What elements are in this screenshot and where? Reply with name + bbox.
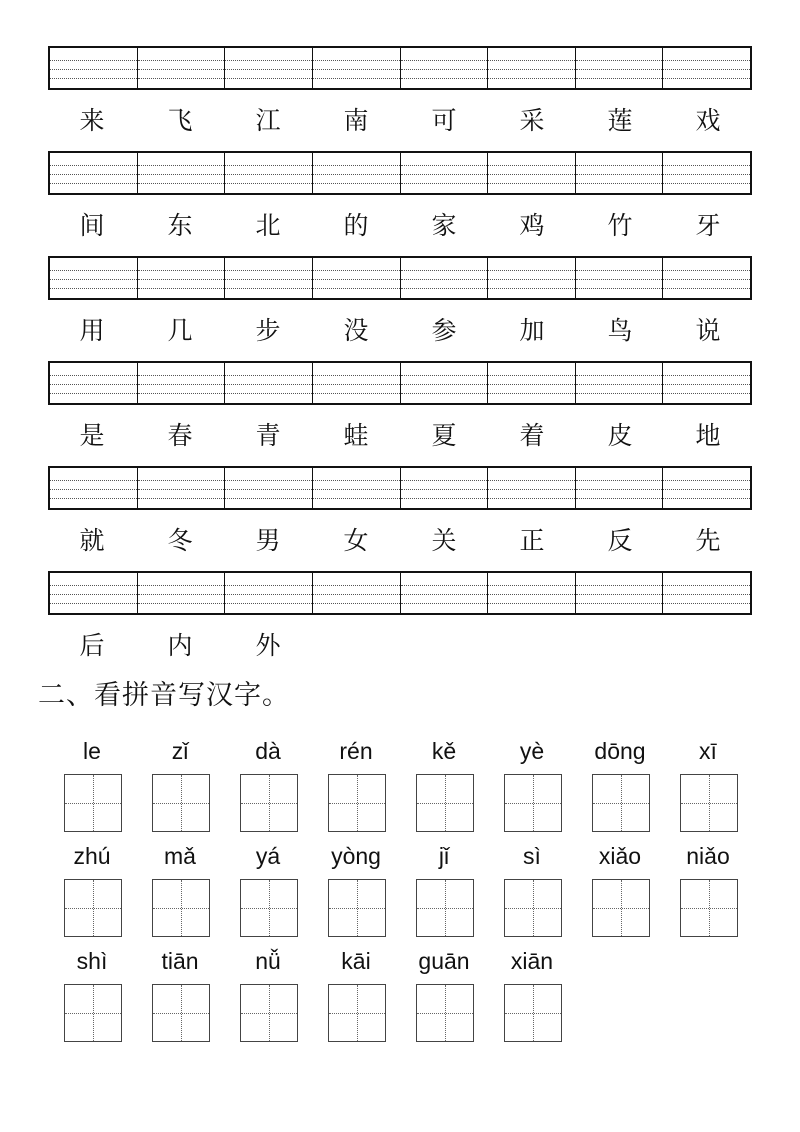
pinyin-writing-cell[interactable] [225, 363, 313, 403]
character-line [48, 629, 752, 663]
hanzi-character: 牙 [695, 211, 721, 240]
hanzi-character: 女 [343, 526, 369, 555]
pinyin-item [400, 839, 488, 944]
pinyin-item [488, 734, 576, 839]
tianzige-box[interactable] [152, 774, 210, 832]
tianzige-box[interactable] [328, 984, 386, 1042]
pinyin-writing-cell[interactable] [401, 573, 489, 613]
pinyin-item [224, 839, 312, 944]
hanzi-character: 飞 [167, 106, 193, 135]
pinyin-writing-grid [48, 466, 752, 510]
pinyin-writing-cell[interactable] [488, 258, 576, 298]
pinyin-item [136, 944, 224, 1049]
hanzi-character: 参 [431, 316, 457, 345]
section-2-title: 二、看拼音写汉字。 [38, 680, 290, 711]
tianzige-box[interactable] [592, 879, 650, 937]
pinyin-writing-cell[interactable] [313, 468, 401, 508]
hanzi-character: 步 [255, 316, 281, 345]
pinyin-writing-cell[interactable] [401, 363, 489, 403]
pinyin-item [400, 734, 488, 839]
practice-row [48, 46, 752, 151]
pinyin-item [224, 944, 312, 1049]
hanzi-character: 青 [255, 421, 281, 450]
pinyin-writing-cell[interactable] [138, 153, 226, 193]
pinyin-writing-cell[interactable] [576, 468, 664, 508]
tianzige-box[interactable] [152, 984, 210, 1042]
hanzi-character: 北 [255, 211, 281, 240]
pinyin-item [48, 839, 136, 944]
pinyin-item [576, 839, 664, 944]
tianzige-box[interactable] [64, 774, 122, 832]
hanzi-character: 采 [519, 106, 545, 135]
hanzi-character: 没 [343, 316, 369, 345]
pinyin-item [312, 944, 400, 1049]
tianzige-box[interactable] [328, 774, 386, 832]
pinyin-writing-cell[interactable] [401, 468, 489, 508]
tianzige-box[interactable] [240, 879, 298, 937]
hanzi-character: 鸟 [607, 316, 633, 345]
pinyin-writing-cell[interactable] [488, 363, 576, 403]
tianzige-box[interactable] [680, 879, 738, 937]
hanzi-character: 冬 [167, 526, 193, 555]
pinyin-item [664, 839, 752, 944]
pinyin-writing-cell[interactable] [225, 573, 313, 613]
hanzi-character: 间 [79, 211, 105, 240]
pinyin-writing-cell[interactable] [576, 363, 664, 403]
pinyin-label: sì [523, 843, 541, 869]
pinyin-writing-cell[interactable] [401, 48, 489, 88]
character-line [48, 524, 752, 558]
pinyin-label: nǚ [255, 948, 281, 974]
pinyin-writing-grid [48, 256, 752, 300]
pinyin-writing-cell[interactable] [313, 363, 401, 403]
pinyin-writing-cell[interactable] [225, 258, 313, 298]
hanzi-character: 就 [79, 526, 105, 555]
pinyin-writing-grid [48, 151, 752, 195]
pinyin-label: guān [418, 948, 470, 974]
pinyin-writing-cell[interactable] [488, 153, 576, 193]
hanzi-character: 几 [167, 316, 193, 345]
pinyin-writing-cell[interactable] [50, 363, 138, 403]
pinyin-label: zhú [73, 843, 111, 869]
pinyin-row [48, 839, 752, 944]
hanzi-character: 关 [431, 526, 457, 555]
pinyin-writing-cell[interactable] [576, 258, 664, 298]
pinyin-label: rén [339, 738, 373, 764]
tianzige-box[interactable] [504, 879, 562, 937]
hanzi-character: 着 [519, 421, 545, 450]
hanzi-character: 的 [343, 211, 369, 240]
pinyin-writing-cell[interactable] [138, 48, 226, 88]
pinyin-writing-cell[interactable] [225, 48, 313, 88]
pinyin-item [48, 944, 136, 1049]
pinyin-row [48, 944, 752, 1049]
character-practice-section [48, 46, 752, 676]
pinyin-label: yá [255, 843, 281, 869]
pinyin-writing-cell[interactable] [138, 468, 226, 508]
pinyin-writing-cell[interactable] [488, 48, 576, 88]
pinyin-label: xiǎo [598, 843, 642, 869]
pinyin-item [400, 944, 488, 1049]
pinyin-writing-cell[interactable] [50, 48, 138, 88]
pinyin-writing-cell[interactable] [50, 258, 138, 298]
pinyin-label: dōng [594, 738, 646, 764]
hanzi-character: 内 [167, 631, 193, 660]
hanzi-character: 可 [431, 106, 457, 135]
pinyin-item [136, 839, 224, 944]
pinyin-label: shì [76, 948, 108, 974]
pinyin-writing-cell[interactable] [50, 153, 138, 193]
tianzige-box[interactable] [152, 879, 210, 937]
practice-row [48, 151, 752, 256]
hanzi-character: 用 [79, 316, 105, 345]
pinyin-writing-grid [48, 46, 752, 90]
pinyin-item [664, 734, 752, 839]
pinyin-row [48, 734, 752, 839]
pinyin-writing-cell[interactable] [488, 573, 576, 613]
pinyin-label: xī [699, 738, 717, 764]
pinyin-writing-cell[interactable] [313, 573, 401, 613]
pinyin-writing-cell[interactable] [225, 153, 313, 193]
pinyin-item [48, 734, 136, 839]
tianzige-box[interactable] [592, 774, 650, 832]
hanzi-character: 戏 [695, 106, 721, 135]
pinyin-label: yòng [331, 843, 381, 869]
pinyin-item [312, 839, 400, 944]
pinyin-item [224, 734, 312, 839]
pinyin-label: yè [519, 738, 545, 764]
pinyin-label: niǎo [686, 843, 730, 869]
tianzige-box[interactable] [504, 774, 562, 832]
tianzige-box[interactable] [328, 879, 386, 937]
character-line [48, 419, 752, 453]
hanzi-character: 蛙 [343, 421, 369, 450]
hanzi-character: 来 [79, 106, 105, 135]
hanzi-character: 鸡 [519, 211, 545, 240]
pinyin-writing-cell[interactable] [663, 468, 750, 508]
tianzige-box[interactable] [504, 984, 562, 1042]
pinyin-writing-grid [48, 361, 752, 405]
tianzige-box[interactable] [416, 774, 474, 832]
pinyin-writing-cell[interactable] [576, 573, 664, 613]
hanzi-character: 江 [255, 106, 281, 135]
pinyin-writing-cell[interactable] [663, 258, 750, 298]
hanzi-character: 是 [79, 421, 105, 450]
hanzi-character: 皮 [607, 421, 633, 450]
pinyin-label: xiān [510, 948, 554, 974]
tianzige-box[interactable] [680, 774, 738, 832]
hanzi-character: 加 [519, 316, 545, 345]
pinyin-writing-cell[interactable] [313, 258, 401, 298]
pinyin-writing-cell[interactable] [401, 153, 489, 193]
hanzi-character: 正 [519, 526, 545, 555]
pinyin-writing-cell[interactable] [663, 573, 750, 613]
pinyin-writing-cell[interactable] [138, 573, 226, 613]
pinyin-item [576, 734, 664, 839]
pinyin-label: kāi [341, 948, 371, 974]
pinyin-label: kě [431, 738, 457, 764]
hanzi-character: 后 [79, 631, 105, 660]
hanzi-character: 春 [167, 421, 193, 450]
pinyin-writing-grid [48, 571, 752, 615]
pinyin-label: le [83, 738, 101, 764]
pinyin-writing-cell[interactable] [313, 153, 401, 193]
tianzige-box[interactable] [416, 984, 474, 1042]
character-line [48, 104, 752, 138]
pinyin-label: tiān [161, 948, 199, 974]
pinyin-writing-cell[interactable] [663, 153, 750, 193]
hanzi-character: 说 [695, 316, 721, 345]
pinyin-label: mǎ [164, 843, 196, 869]
hanzi-character: 反 [607, 526, 633, 555]
hanzi-character: 东 [167, 211, 193, 240]
character-line [48, 209, 752, 243]
pinyin-item [488, 944, 576, 1049]
pinyin-writing-cell[interactable] [576, 48, 664, 88]
tianzige-box[interactable] [240, 774, 298, 832]
hanzi-character: 夏 [431, 421, 457, 450]
pinyin-label: zǐ [171, 738, 189, 764]
tianzige-box[interactable] [416, 879, 474, 937]
pinyin-writing-cell[interactable] [138, 363, 226, 403]
tianzige-box[interactable] [240, 984, 298, 1042]
pinyin-writing-cell[interactable] [138, 258, 226, 298]
practice-row [48, 466, 752, 571]
pinyin-item [136, 734, 224, 839]
pinyin-item [312, 734, 400, 839]
pinyin-writing-cell[interactable] [488, 468, 576, 508]
hanzi-character: 先 [695, 526, 721, 555]
pinyin-writing-cell[interactable] [225, 468, 313, 508]
hanzi-character: 家 [431, 211, 457, 240]
tianzige-box[interactable] [64, 984, 122, 1042]
hanzi-character: 莲 [607, 106, 633, 135]
practice-row [48, 571, 752, 676]
hanzi-character: 男 [255, 526, 281, 555]
pinyin-writing-cell[interactable] [663, 48, 750, 88]
pinyin-item [488, 839, 576, 944]
pinyin-writing-section [48, 734, 752, 1049]
hanzi-character: 竹 [607, 211, 633, 240]
pinyin-writing-cell[interactable] [50, 573, 138, 613]
practice-row [48, 256, 752, 361]
hanzi-character: 地 [695, 421, 721, 450]
hanzi-character: 外 [255, 631, 281, 660]
practice-row [48, 361, 752, 466]
pinyin-writing-cell[interactable] [313, 48, 401, 88]
character-line [48, 314, 752, 348]
pinyin-writing-cell[interactable] [401, 258, 489, 298]
pinyin-writing-cell[interactable] [663, 363, 750, 403]
tianzige-box[interactable] [64, 879, 122, 937]
pinyin-writing-cell[interactable] [576, 153, 664, 193]
pinyin-label: dà [255, 738, 281, 764]
pinyin-label: jǐ [438, 843, 450, 869]
hanzi-character: 南 [343, 106, 369, 135]
pinyin-writing-cell[interactable] [50, 468, 138, 508]
